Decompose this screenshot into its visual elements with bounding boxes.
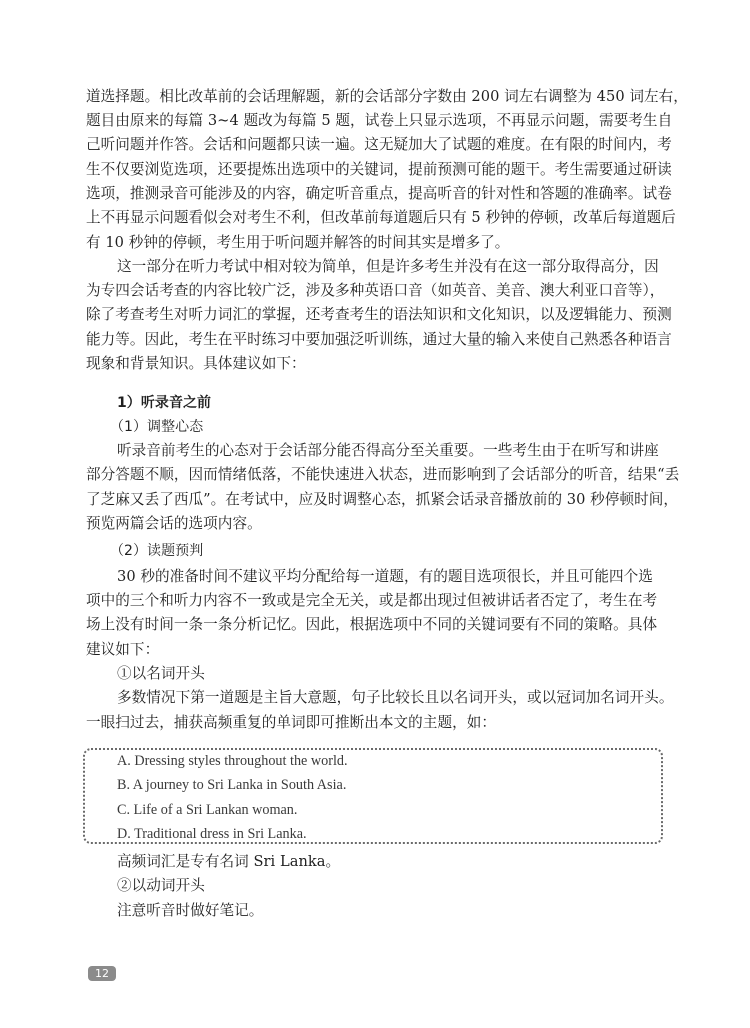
body-text-line: 一眼扫过去，捕获高频重复的单词即可推断出本文的主题，如： xyxy=(86,714,497,731)
body-text-line: 预览两篇会话的选项内容。 xyxy=(86,515,262,532)
body-text-line: 听录音前考生的心态对于会话部分能否得高分至关重要。一些考生由于在听写和讲座 xyxy=(117,442,659,459)
point-heading: ②以动词开头 xyxy=(117,877,205,894)
option-c: C. Life of a Sri Lankan woman. xyxy=(117,802,298,818)
body-text-line: 除了考查考生对听力词汇的掌握，还考查考生的语法知识和文化知识，以及逻辑能力、预测 xyxy=(86,306,672,323)
point-heading: ①以名词开头 xyxy=(117,665,205,682)
body-text-line: 现象和背景知识。具体建议如下： xyxy=(86,355,306,372)
body-text-line: 了芝麻又丢了西瓜”。在考试中，应及时调整心态，抓紧会话录音播放前的 30 秒停顿时间， xyxy=(86,491,679,508)
body-text-line: 建议如下： xyxy=(86,641,160,658)
body-text-line: 道选择题。相比改革前的会话理解题，新的会话部分字数由 200 词左右调整为 450 词左右， xyxy=(86,88,688,105)
body-text-line: 题目由原来的每篇 3~4 题改为每篇 5 题，试卷上只显示选项，不再显示问题，需要考生自 xyxy=(86,112,673,129)
page-number-badge: 12 xyxy=(88,966,116,981)
body-text-line: 己听问题并作答。会话和问题都只读一遍。这无疑加大了试题的难度。在有限的时间内，考 xyxy=(86,136,672,153)
body-text-line: 30 秒的准备时间不建议平均分配给每一道题，有的题目选项很长，并且可能四个选 xyxy=(117,568,653,585)
body-text-line: 多数情况下第一道题是主旨大意题，句子比较长且以名词开头，或以冠词加名词开头。 xyxy=(117,689,674,706)
body-text-line: 场上没有时间一条一条分析记忆。因此，根据选项中不同的关键词要有不同的策略。具体 xyxy=(86,616,658,633)
section-heading: 1）听录音之前 xyxy=(117,395,212,411)
body-text-line: 为专四会话考查的内容比较广泛，涉及多种英语口音（如英音、美音、澳大利亚口音等）， xyxy=(86,282,665,299)
body-text-line: 能力等。因此，考生在平时练习中要加强泛听训练，通过大量的输入来使自己熟悉各种语言 xyxy=(86,331,672,348)
body-text-line: 项中的三个和听力内容不一致或是完全无关，或是都出现过但被讲话者否定了，考生在考 xyxy=(86,592,658,609)
body-text-line: 高频词汇是专有名词 Sri Lanka。 xyxy=(117,853,341,870)
body-text-line: 这一部分在听力考试中相对较为简单，但是许多考生并没有在这一部分取得高分，因 xyxy=(117,258,659,275)
body-text-line: 选项，推测录音可能涉及的内容，确定听音重点，提高听音的针对性和答题的准确率。试卷 xyxy=(86,185,672,202)
body-text-line: 部分答题不顺，因而情绪低落，不能快速进入状态，进而影响到了会话部分的听音，结果“丢 xyxy=(86,466,680,483)
option-a: A. Dressing styles throughout the world. xyxy=(117,753,348,769)
option-b: B. A journey to Sri Lanka in South Asia. xyxy=(117,777,347,793)
body-text-line: 生不仅要浏览选项，还要提炼出选项中的关键词，提前预测可能的题干。考生需要通过研读 xyxy=(86,161,672,178)
subsection-heading: （2）读题预判 xyxy=(110,543,204,559)
body-text-line: 上不再显示问题看似会对考生不利，但改革前每道题后只有 5 秒钟的停顿，改革后每道题后 xyxy=(86,209,676,226)
body-text-line: 注意听音时做好笔记。 xyxy=(117,902,264,919)
option-d: D. Traditional dress in Sri Lanka. xyxy=(117,826,307,842)
body-text-line: 有 10 秒钟的停顿，考生用于听问题并解答的时间其实是增多了。 xyxy=(86,234,510,251)
subsection-heading: （1）调整心态 xyxy=(110,419,204,435)
